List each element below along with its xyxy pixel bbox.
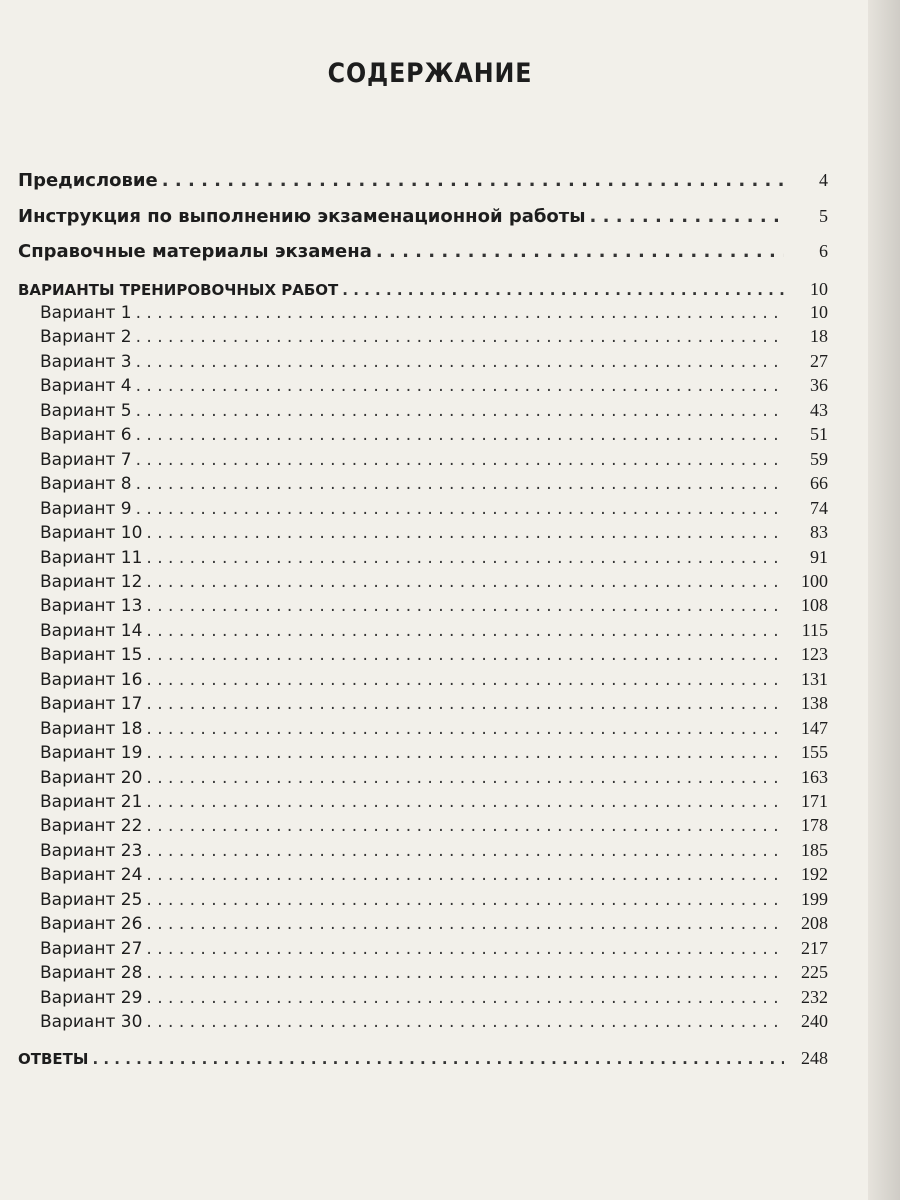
entry-label: Вариант 4 xyxy=(40,376,132,397)
entry-label: Вариант 24 xyxy=(40,865,143,886)
toc-variant xyxy=(18,375,828,396)
entry-label: Вариант 25 xyxy=(40,889,143,910)
toc-variant xyxy=(18,595,828,616)
toc-variant xyxy=(18,815,828,836)
entry-label: Вариант 14 xyxy=(40,620,143,641)
entry-label: Вариант 12 xyxy=(40,571,143,592)
toc-variant xyxy=(18,938,828,959)
dot-leader xyxy=(92,1050,784,1068)
page-number: 171 xyxy=(801,791,828,811)
dot-leader xyxy=(146,1012,784,1032)
entry-label: Вариант 13 xyxy=(40,596,143,617)
entry-label: Вариант 27 xyxy=(40,938,143,959)
entry-label: Вариант 7 xyxy=(40,449,132,470)
page-number: 192 xyxy=(801,864,828,885)
page-number: 199 xyxy=(801,888,828,909)
dot-leader xyxy=(146,768,784,788)
dot-leader xyxy=(146,719,784,739)
page-number: 36 xyxy=(810,375,828,396)
dot-leader xyxy=(146,572,784,592)
toc-variant xyxy=(18,791,828,812)
dot-leader xyxy=(146,988,784,1008)
entry-label: Справочные материалы экзамена xyxy=(18,241,372,262)
toc-entry xyxy=(18,206,828,227)
toc-variant xyxy=(18,547,828,568)
dot-leader xyxy=(136,376,784,396)
page-number: 131 xyxy=(801,668,828,689)
entry-label: Инструкция по выполнению экзаменационной работы xyxy=(18,206,586,227)
page-number: 27 xyxy=(810,350,828,371)
dot-leader xyxy=(136,474,784,494)
entry-label: Вариант 2 xyxy=(40,327,132,348)
toc-variant xyxy=(18,498,828,519)
entry-label: Вариант 22 xyxy=(40,816,143,837)
dot-leader xyxy=(146,890,784,910)
dot-leader xyxy=(136,450,784,470)
entry-label: Вариант 11 xyxy=(40,547,143,568)
page-number: 5 xyxy=(819,206,828,226)
dot-leader xyxy=(146,694,784,714)
dot-leader xyxy=(136,352,784,372)
page-number: 43 xyxy=(810,399,828,420)
entry-label: Вариант 30 xyxy=(40,1012,143,1033)
dot-leader xyxy=(136,499,784,519)
page-number: 83 xyxy=(810,522,828,543)
toc-variant xyxy=(18,840,828,861)
page-number: 108 xyxy=(801,595,828,616)
page-number: 240 xyxy=(801,1011,828,1032)
toc-variant xyxy=(18,571,828,592)
entry-label: Вариант 21 xyxy=(40,792,143,812)
page-number: 232 xyxy=(801,986,828,1007)
dot-leader xyxy=(146,596,784,616)
dot-leader xyxy=(146,523,784,543)
page-number: 123 xyxy=(801,644,828,665)
entry-label: Вариант 16 xyxy=(40,669,143,690)
entry-label: Вариант 28 xyxy=(40,963,143,984)
page-number: 91 xyxy=(810,546,828,567)
page-number: 4 xyxy=(819,170,828,190)
entry-label: Вариант 18 xyxy=(40,718,143,739)
entry-label: Вариант 3 xyxy=(40,351,132,372)
toc-answers xyxy=(18,1048,828,1069)
entry-label: Вариант 29 xyxy=(40,987,143,1008)
dot-leader xyxy=(146,841,784,861)
toc-variant xyxy=(18,424,828,445)
page-number: 208 xyxy=(801,913,828,934)
page-number: 100 xyxy=(801,570,828,591)
dot-leader xyxy=(146,743,784,763)
dot-leader xyxy=(146,963,784,983)
entry-label: Вариант 20 xyxy=(40,767,143,788)
page-number: 59 xyxy=(810,448,828,469)
toc-variant xyxy=(18,913,828,934)
dot-leader xyxy=(146,792,784,812)
page-number: 155 xyxy=(801,742,828,763)
page-number: 6 xyxy=(819,241,828,261)
toc-section xyxy=(18,279,828,300)
entry-label: Вариант 15 xyxy=(40,645,143,666)
dot-leader xyxy=(146,816,784,836)
dot-leader xyxy=(136,303,784,323)
page-number: 18 xyxy=(810,326,828,347)
dot-leader xyxy=(136,425,784,445)
page-number: 10 xyxy=(810,302,828,322)
dot-leader xyxy=(146,670,784,690)
dot-leader xyxy=(590,206,784,227)
page-number: 163 xyxy=(801,766,828,787)
toc-variant xyxy=(18,889,828,910)
page-number: 217 xyxy=(801,937,828,958)
page-number: 51 xyxy=(810,424,828,445)
toc-variant xyxy=(18,326,828,347)
toc-variant xyxy=(18,718,828,739)
toc-variant xyxy=(18,1011,828,1032)
dot-leader xyxy=(136,327,784,347)
toc-variant xyxy=(18,987,828,1008)
entry-label: Вариант 5 xyxy=(40,400,132,421)
dot-leader xyxy=(136,401,784,421)
toc-variant xyxy=(18,351,828,372)
entry-label: Вариант 1 xyxy=(40,303,132,323)
entry-label: Вариант 8 xyxy=(40,474,132,495)
toc-variant xyxy=(18,449,828,470)
entry-label: Вариант 9 xyxy=(40,498,132,519)
dot-leader xyxy=(146,621,784,641)
entry-label: Вариант 6 xyxy=(40,425,132,446)
toc-entry xyxy=(18,170,828,191)
toc-variant xyxy=(18,767,828,788)
dot-leader xyxy=(162,170,784,191)
toc-variant xyxy=(18,400,828,421)
dot-leader xyxy=(376,241,784,262)
page-number: 178 xyxy=(801,815,828,836)
entry-label: Вариант 17 xyxy=(40,694,143,715)
entry-label: Вариант 26 xyxy=(40,914,143,935)
dot-leader xyxy=(146,914,784,934)
toc-variant xyxy=(18,669,828,690)
page-number: 138 xyxy=(801,693,828,714)
toc-variant xyxy=(18,693,828,714)
page-number: 10 xyxy=(810,279,828,299)
page-number: 147 xyxy=(801,717,828,738)
toc-variant xyxy=(18,962,828,983)
dot-leader xyxy=(146,645,784,665)
page-number: 74 xyxy=(810,497,828,518)
toc-variant xyxy=(18,644,828,665)
toc-variant xyxy=(18,522,828,543)
page-title: СОДЕРЖАНИЕ xyxy=(327,58,533,89)
entry-label: Предисловие xyxy=(18,170,158,191)
page-number: 115 xyxy=(801,619,828,640)
toc-entry xyxy=(18,241,828,262)
entry-label: ОТВЕТЫ xyxy=(18,1050,89,1068)
toc-variant xyxy=(18,864,828,885)
toc-variant xyxy=(18,620,828,641)
dot-leader xyxy=(146,865,784,885)
page-number: 225 xyxy=(801,962,828,983)
page-number: 248 xyxy=(801,1048,828,1068)
toc-variant xyxy=(18,302,828,323)
dot-leader xyxy=(146,939,784,959)
entry-label: Вариант 19 xyxy=(40,743,143,764)
toc-variant xyxy=(18,742,828,763)
page-number: 185 xyxy=(801,839,828,860)
page-number: 66 xyxy=(810,473,828,494)
entry-label: Вариант 10 xyxy=(40,523,143,544)
page-edge-shadow xyxy=(868,0,900,1200)
toc-variant xyxy=(18,473,828,494)
dot-leader xyxy=(342,281,784,299)
entry-label: Вариант 23 xyxy=(40,840,143,861)
entry-label: ВАРИАНТЫ ТРЕНИРОВОЧНЫХ РАБОТ xyxy=(18,281,339,299)
dot-leader xyxy=(146,548,784,568)
